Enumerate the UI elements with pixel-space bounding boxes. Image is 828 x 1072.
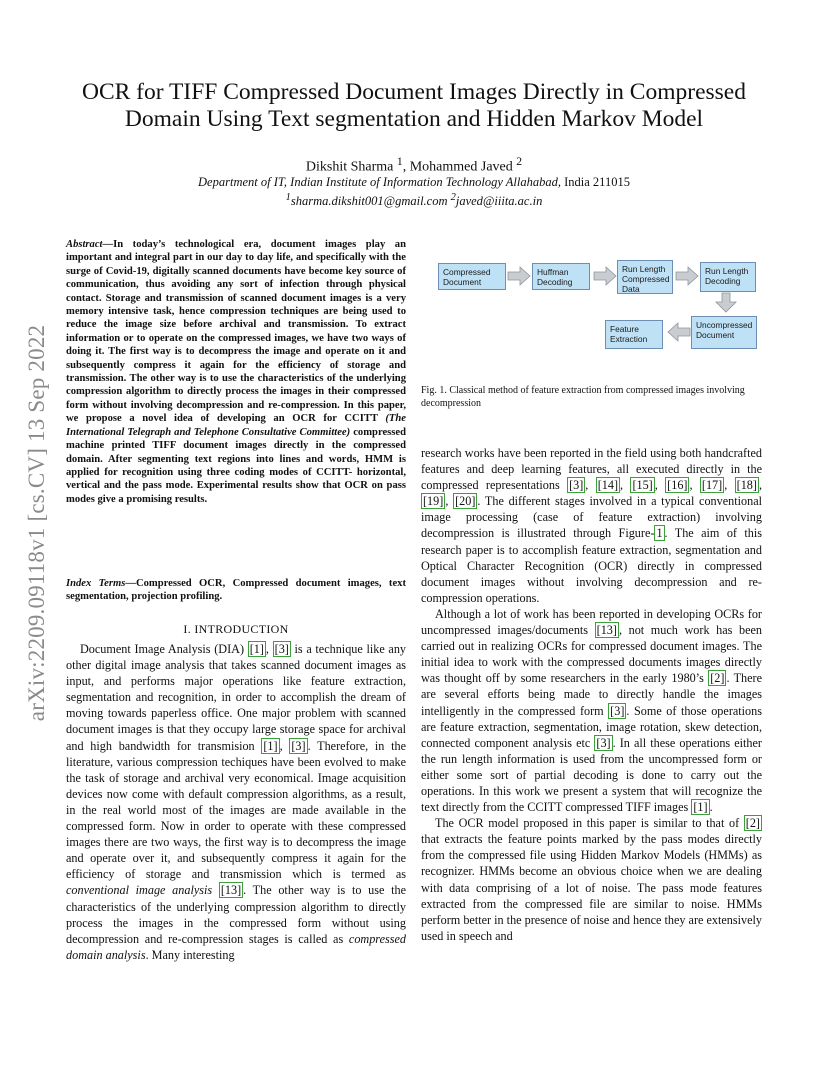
text: ,: [279, 738, 290, 753]
arrow-right-icon: [676, 267, 698, 285]
citation-link[interactable]: [13]: [596, 623, 617, 638]
text: ,: [585, 478, 596, 493]
figure-1-diagram: [428, 252, 762, 362]
abstract-tail: compressed machine printed TIFF document images directly in the compressed domain. After segmenting text regions into lines and words, HMM is applied for recognition using three coding modes of CCITT- horizontal, vertical and the pass mode. Experimental results show that OCR on pass modes give a promising results.: [66, 426, 406, 505]
citation-link[interactable]: [14]: [597, 478, 619, 493]
abstract-italic: (The International Telegraph and Telephone Consultative Committee): [66, 413, 406, 438]
citation-link[interactable]: [17]: [701, 478, 723, 493]
arrow-down-icon: [716, 293, 736, 312]
citation-link[interactable]: [1]: [693, 800, 708, 815]
box-label: Run Length Compressed Data: [622, 264, 670, 294]
text: ,: [689, 478, 700, 493]
text: research works have been reported in the field using both handcrafted features and deep learning features, all executed directly in the compressed representations: [421, 446, 762, 493]
text: ,: [445, 494, 454, 509]
affiliation-dept: Department of IT, Indian Institute of Information Technology Allahabad,: [198, 175, 561, 189]
box-label: Huffman Decoding: [537, 267, 573, 287]
text: ,: [724, 478, 735, 493]
figure-caption: Fig. 1. Classical method of feature extraction from compressed images involving decompression: [421, 385, 745, 409]
affiliation-country: India 211015: [560, 175, 630, 189]
citation-link[interactable]: [1]: [263, 738, 278, 753]
text: . There are several efforts being made to directly handle the images intelligently in the compressed form: [421, 671, 762, 718]
text: . The aim of this research paper is to accomplish feature extraction, segmentation and Optical Character Recognition (OCR) directly in compressed document images without involving decompression and re-compression operations.: [421, 526, 762, 605]
text: . Some of those operations are feature extraction, segmentation, image rotation, skew detection, connected component analysis etc: [421, 703, 762, 750]
text: . Therefore, in the literature, various compression techiques have been evolved to make the task of storage and archival very economical. Image acquisition devices now come with default compression algorithms, as a result, in the real world most of the images are made available in the compressed form. Now in order to operate with these compressed images there are two ways, the first way is to decompress the image and operate over it, and subsequently compress it again for the efficiency of storage and transmission which is termed as: [66, 738, 406, 882]
text: . In all these operations either the run length information is used from the uncompressed form or either some sort of partial decoding is done to carry out the operations. In this work we present a system that will recognize the text directly from the CCITT compressed TIFF images: [421, 735, 762, 815]
text: .: [709, 800, 713, 815]
author-2-mark: 2: [516, 155, 523, 168]
intro-right-column: [421, 445, 762, 944]
affiliation: [60, 174, 768, 209]
box-compressed-document: [438, 263, 506, 290]
box-label: Run Length Decoding: [705, 266, 749, 286]
text: [212, 883, 219, 897]
email-1-mark: 1: [285, 192, 291, 203]
box-run-length-decoding: [700, 262, 756, 292]
figure-link[interactable]: 1: [656, 526, 663, 541]
section-heading: I. INTRODUCTION: [183, 622, 289, 636]
box-label: Uncompressed Document: [696, 320, 753, 340]
citation-link[interactable]: [3]: [291, 738, 306, 753]
paragraph: [421, 815, 762, 944]
author-1: Dikshit Sharma: [305, 159, 394, 175]
arrow-right-icon: [594, 267, 616, 285]
citation-link[interactable]: [2]: [745, 816, 760, 831]
email-2-mark: 2: [450, 192, 456, 203]
citation-link[interactable]: [1]: [249, 642, 264, 656]
box-feature-extraction: [605, 320, 663, 349]
paper-title: OCR for TIFF Compressed Document Images Directly in Compressed Domain Using Text segmentation and Hidden Markov Model: [81, 79, 746, 132]
citation-link[interactable]: [3]: [610, 703, 625, 718]
text: ,: [654, 478, 666, 493]
citation-link[interactable]: [3]: [569, 478, 584, 493]
citation-link[interactable]: [13]: [220, 883, 242, 898]
arxiv-sidebar: [22, 288, 52, 758]
text: is a technique like any other digital image analysis that takes scanned document images as input, and performs major operations like feature extraction, segmentation and recognition, in order to accomplish the dream of moving towards paperless office. One major problem with scanned document images is that they occupy large storage space for archival and high bandwidth for transmision: [66, 642, 407, 753]
author-2: , Mohammed Javed: [402, 159, 513, 175]
paragraph: [421, 445, 762, 606]
text: . The different stages involved in a typical conventional image processing (case of feature extraction) involving decompression is illustrated through Figure-: [421, 494, 763, 541]
emphasis: compressed domain analysis: [66, 931, 406, 962]
paragraph: [66, 641, 406, 963]
text: ,: [758, 478, 762, 493]
box-label: Compressed Document: [443, 267, 491, 287]
abstract-body: —In today’s technological era, document images play an important and integral part in our day to day life, and specifically with the surge of Covid-19, digitally scanned documents have become key source of communication, thus avoiding any sort of infection through physical contact. Storage and transmission of scanned document images is a very memory intensive task, hence compression techniques are being used to reduce the image size before archival and transmission. To extract information or to operate on the compressed images, we have two ways of doing it. The first way is to decompress the image and operate on it and subsequently compress it again for the efficiency of storage and transmission. The other way is to use the characteristics of the underlying compression algorithm to directly process the images in their compressed form without involving decompression and re-compression. In this paper, we propose a novel idea of developing an OCR for CCITT: [66, 239, 406, 425]
text: The OCR model proposed in this paper is similar to that of: [435, 816, 744, 831]
arrow-right-icon: [508, 267, 530, 285]
citation-link[interactable]: [20]: [455, 494, 476, 509]
arrow-left-icon: [668, 323, 690, 341]
emphasis: conventional image analysis: [66, 883, 213, 898]
author-1-mark: 1: [396, 155, 403, 168]
text: . The other way is to use the characteristics of the underlying compression algorithm to directly process the images in the compressed form without using decompression and re-compression stages is called as: [66, 883, 406, 946]
abstract: [66, 238, 406, 506]
citation-link[interactable]: [3]: [274, 642, 289, 656]
box-label: Feature Extraction: [610, 324, 648, 344]
abstract-lead: Abstract: [66, 239, 103, 250]
text: that extracts the feature points marked by the pass modes directly from the compressed file using Hidden Markov Models (HMMs) as recognizer. HMMs become an obvious choice when we are dealing with data comprising of a lot of noise. The pass mode features extracted from the compressed file are similar to noise. HMMs perform better in the presence of noise and hence they are extensively used in speech and: [421, 832, 762, 943]
box-uncompressed-document: [691, 316, 757, 349]
text: ,: [265, 642, 273, 656]
email-2[interactable]: javed@iiita.ac.in: [455, 194, 543, 209]
intro-left-column: [66, 641, 406, 963]
text: . Many interesting: [145, 947, 235, 962]
arxiv-identifier: arXiv:2209.09118v1 [cs.CV] 13 Sep 2022: [24, 324, 49, 722]
citation-link[interactable]: [16]: [667, 478, 688, 493]
authors: [60, 155, 768, 176]
citation-link[interactable]: [3]: [596, 735, 611, 750]
citation-link[interactable]: [18]: [736, 478, 757, 493]
index-terms: [66, 577, 406, 604]
email-1[interactable]: sharma.dikshit001@gmail.com: [290, 194, 448, 209]
text: Although a lot of work has been reported in developing OCRs for uncompressed images/documents: [421, 606, 762, 638]
index-lead: Index Terms: [66, 578, 126, 589]
text: ,: [620, 478, 631, 493]
box-run-length-compressed-data: [617, 260, 673, 294]
text: Document Image Analysis (DIA): [80, 642, 248, 656]
paragraph: [421, 606, 762, 815]
citation-link[interactable]: [15]: [632, 478, 653, 493]
text: , not much work has been carried out in realizing OCRs for compressed document images. The initial idea to work with the compressed documents images directly was thought off by some researchers in the early 1980’s: [421, 623, 763, 686]
box-huffman-decoding: [532, 263, 590, 290]
citation-link[interactable]: [2]: [710, 671, 725, 686]
index-body: —Compressed OCR, Compressed document images, text segmentation, projection profiling.: [66, 578, 406, 603]
citation-link[interactable]: [19]: [423, 494, 444, 509]
